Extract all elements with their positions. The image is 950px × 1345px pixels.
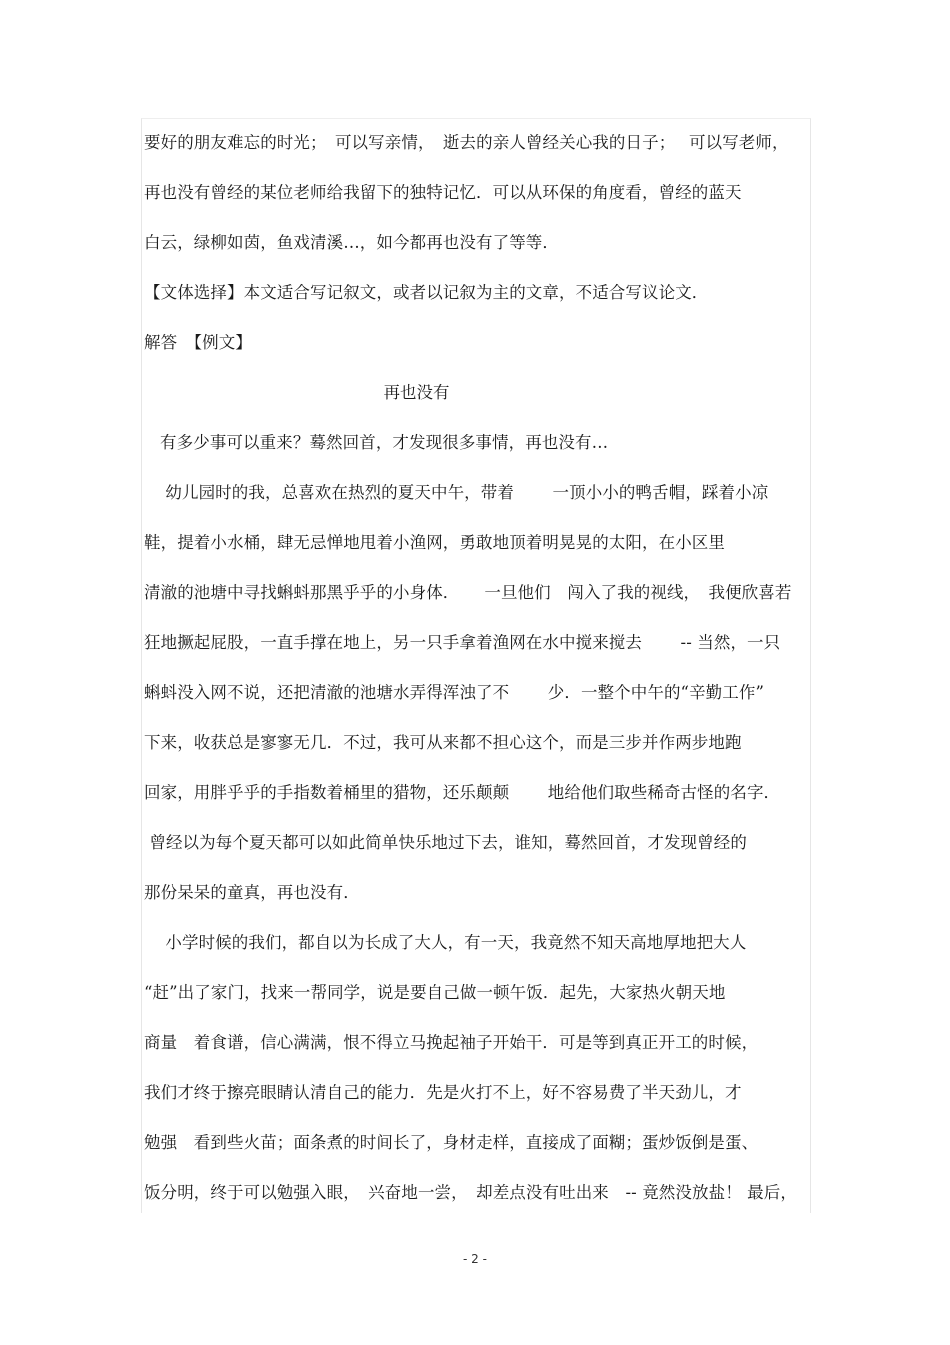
essay-line: 饭分明，终于可以勉强入眼， 兴奋地一尝， 却差点没有吐出来 -- 竟然没放盐！ 最后， <box>144 1183 797 1202</box>
essay-line: 狂地撅起屁股，一直手撑在地上，另一只手拿着渔网在水中搅来搅去 -- 当然，一只 <box>144 633 781 652</box>
essay-line: 蝌蚪没入网不说，还把清澈的池塘水弄得浑浊了不 少．一整个中午的“辛勤工作” <box>144 683 765 702</box>
essay-line: 有多少事可以重来？蓦然回首，才发现很多事情，再也没有… <box>144 433 609 452</box>
essay-line: 清澈的池塘中寻找蝌蚪那黑乎乎的小身体． 一旦他们 闯入了我的视线， 我便欣喜若 <box>144 583 792 602</box>
essay-line: 勉强 看到些火苗；面条煮的时间长了，身材走样，直接成了面糊；蛋炒饭倒是蛋、 <box>144 1133 759 1152</box>
essay-line: “赶”出了家门，找来一帮同学，说是要自己做一顿午饭．起先，大家热火朝天地 <box>144 983 726 1002</box>
essay-line: 回家，用胖乎乎的手指数着桶里的猎物，还乐颠颠 地给他们取些稀奇古怪的名字． <box>144 783 781 802</box>
text-line: 解答 【例文】 <box>144 333 252 352</box>
essay-line: 鞋，提着小水桶，肆无忌惮地甩着小渔网，勇敢地顶着明晃晃的太阳，在小区里 <box>144 533 725 552</box>
essay-line: 商量 着食谱，信心满满，恨不得立马挽起袖子开始干．可是等到真正开工的时候， <box>144 1033 759 1052</box>
essay-line: 下来，收获总是寥寥无几．不过，我可从来都不担心这个，而是三步并作两步地跑 <box>144 733 742 752</box>
text-line: 【文体选择】本文适合写记叙文，或者以记叙为主的文章，不适合写议论文． <box>144 283 709 302</box>
essay-line: 我们才终于擦亮眼睛认清自己的能力．先是火打不上，好不容易费了半天劲儿，才 <box>144 1083 742 1102</box>
text-line: 要好的朋友难忘的时光； 可以写亲情， 逝去的亲人曾经关心我的日子； 可以写老师， <box>144 133 789 152</box>
essay-line: 幼儿园时的我，总喜欢在热烈的夏天中午，带着 一顶小小的鸭舌帽，踩着小凉 <box>144 483 769 502</box>
text-line: 再也没有曾经的某位老师给我留下的独特记忆．可以从环保的角度看，曾经的蓝天 <box>144 183 742 202</box>
essay-line: 曾经以为每个夏天都可以如此简单快乐地过下去，谁知，蓦然回首，才发现曾经的 <box>144 833 747 852</box>
essay-title: 再也没有 <box>383 383 450 402</box>
essay-line: 那份呆呆的童真，再也没有． <box>144 883 360 902</box>
essay-line: 小学时候的我们，都自以为长成了大人，有一天，我竟然不知天高地厚地把大人 <box>144 933 747 952</box>
text-line: 白云，绿柳如茵，鱼戏清溪…，如今都再也没有了等等． <box>144 233 559 252</box>
page-number: - 2 - <box>463 1252 487 1266</box>
